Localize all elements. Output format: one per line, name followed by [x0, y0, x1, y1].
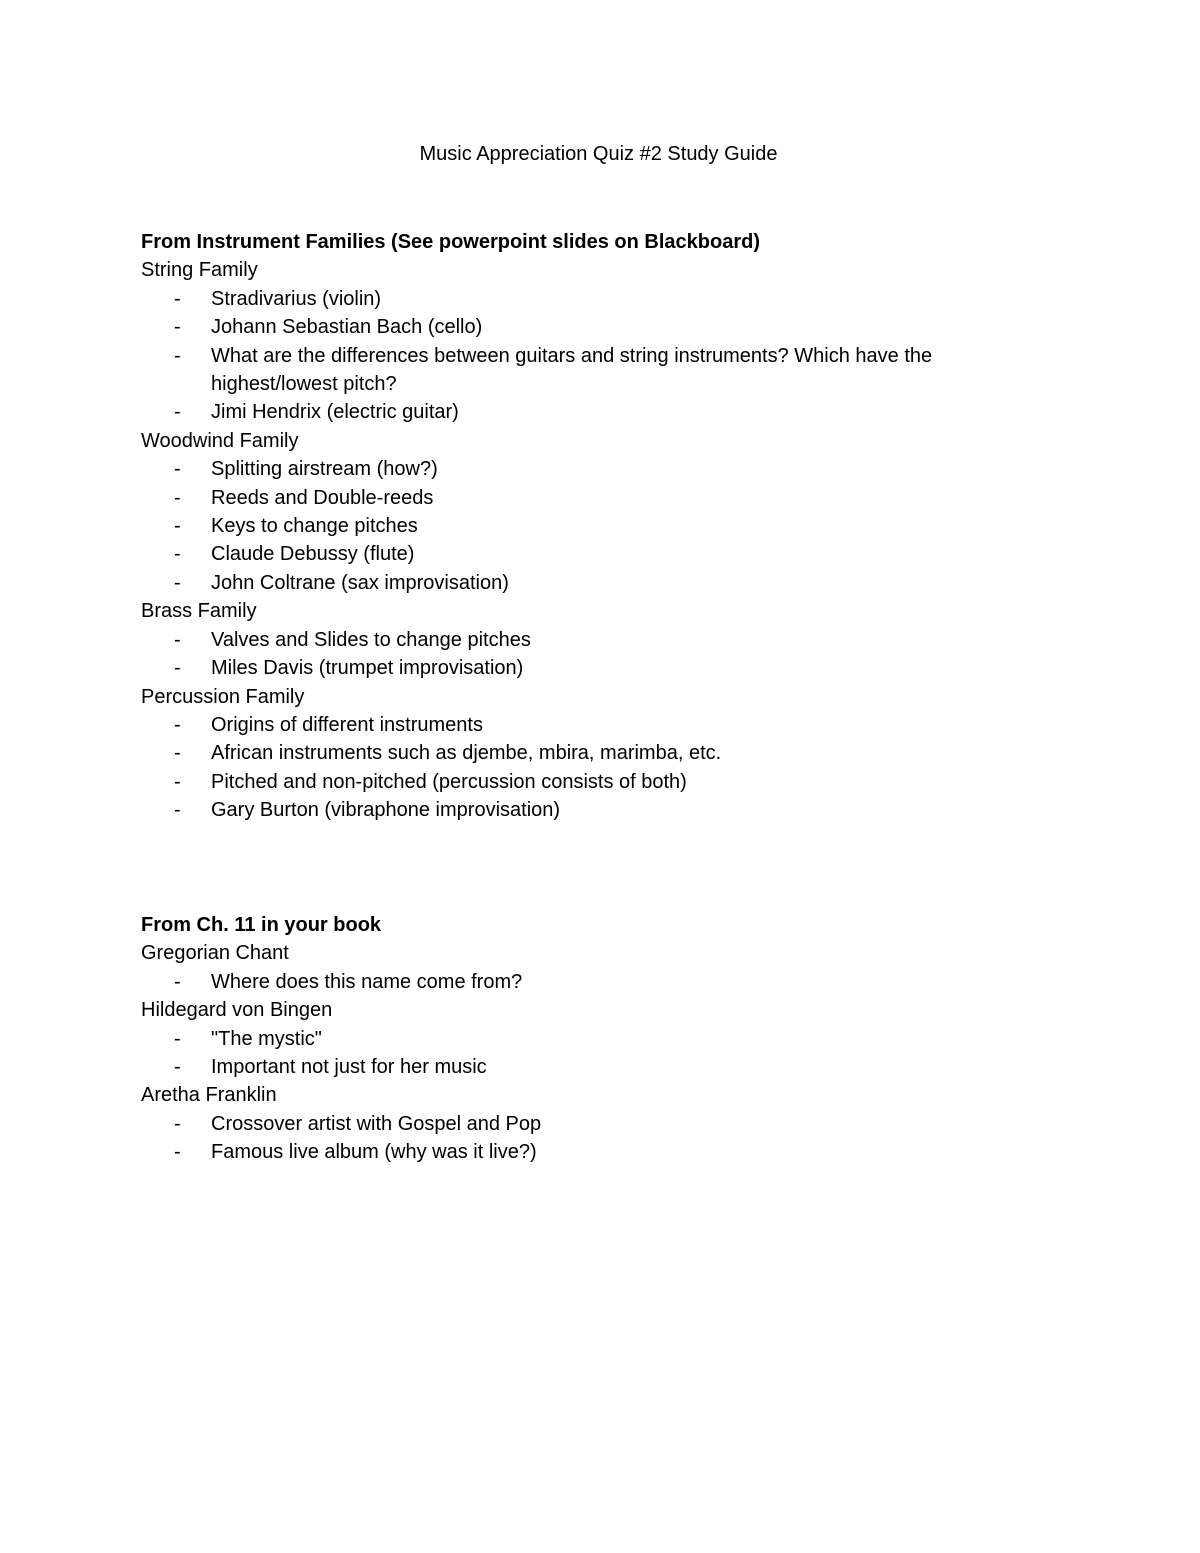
list-item-text: African instruments such as djembe, mbira, marimba, etc.	[211, 742, 722, 765]
list-item	[141, 285, 1001, 313]
bullet-list	[141, 711, 1041, 825]
bullet-marker: -	[174, 1141, 181, 1164]
list-item	[141, 1025, 1001, 1053]
list-item	[141, 313, 1001, 341]
group-title-aretha-franklin: Aretha Franklin	[141, 1084, 277, 1107]
list-item	[141, 398, 1001, 426]
bullet-list	[141, 626, 1041, 683]
bullet-list	[141, 1025, 1041, 1082]
section-chapter-11	[141, 911, 1041, 1167]
list-item-text: What are the differences between guitars and string instruments? Which have the highest/lowest pitch?	[211, 344, 933, 396]
list-item-text: "The mystic"	[211, 1027, 322, 1050]
section-heading: From Ch. 11 in your book	[141, 914, 382, 936]
document-title: Music Appreciation Quiz #2 Study Guide	[419, 143, 778, 165]
list-item-text: Important not just for her music	[211, 1056, 487, 1079]
list-item	[141, 768, 1001, 796]
list-item	[141, 342, 1001, 399]
bullet-marker: -	[174, 486, 181, 509]
list-item-text: Splitting airstream (how?)	[211, 458, 438, 481]
group-title-brass-family: Brass Family	[141, 600, 257, 623]
list-item-text: Valves and Slides to change pitches	[211, 628, 531, 651]
bullet-marker: -	[174, 799, 181, 822]
bullet-marker: -	[174, 742, 181, 765]
list-item	[141, 540, 1001, 568]
list-item-text: John Coltrane (sax improvisation)	[211, 571, 509, 594]
bullet-list	[141, 1110, 1041, 1167]
list-item	[141, 455, 1001, 483]
list-item	[141, 569, 1001, 597]
group-title-percussion-family: Percussion Family	[141, 685, 305, 708]
bullet-marker: -	[174, 657, 181, 680]
bullet-marker: -	[174, 543, 181, 566]
section-instrument-families	[141, 228, 1041, 825]
group-title-woodwind-family: Woodwind Family	[141, 429, 299, 452]
list-item	[141, 626, 1001, 654]
list-item	[141, 484, 1001, 512]
bullet-marker: -	[174, 770, 181, 793]
bullet-marker: -	[174, 316, 181, 339]
bullet-list	[141, 285, 1041, 427]
list-item-text: Where does this name come from?	[211, 970, 523, 993]
bullet-marker: -	[174, 1112, 181, 1135]
list-item	[141, 1110, 1001, 1138]
list-item-text: Origins of different instruments	[211, 713, 483, 736]
list-item-text: Claude Debussy (flute)	[211, 543, 415, 566]
bullet-marker: -	[174, 401, 181, 424]
bullet-marker: -	[174, 344, 181, 367]
bullet-marker: -	[174, 515, 181, 538]
list-item-text: Famous live album (why was it live?)	[211, 1141, 537, 1164]
bullet-marker: -	[174, 628, 181, 651]
list-item-text: Stradivarius (violin)	[211, 287, 382, 310]
list-item-text: Crossover artist with Gospel and Pop	[211, 1112, 542, 1135]
bullet-marker: -	[174, 713, 181, 736]
list-item-text: Johann Sebastian Bach (cello)	[211, 316, 483, 339]
list-item	[141, 968, 1001, 996]
list-item-text: Keys to change pitches	[211, 515, 418, 538]
list-item-text: Miles Davis (trumpet improvisation)	[211, 657, 524, 680]
list-item-text: Pitched and non-pitched (percussion consists of both)	[211, 770, 687, 793]
list-item-text: Gary Burton (vibraphone improvisation)	[211, 799, 561, 822]
group-title-gregorian-chant: Gregorian Chant	[141, 942, 289, 965]
bullet-marker: -	[174, 1056, 181, 1079]
bullet-marker: -	[174, 458, 181, 481]
list-item	[141, 1138, 1001, 1166]
list-item-text: Reeds and Double-reeds	[211, 486, 434, 509]
group-title-hildegard-von-bingen: Hildegard von Bingen	[141, 999, 333, 1022]
list-item	[141, 739, 1001, 767]
list-item	[141, 654, 1001, 682]
bullet-marker: -	[174, 970, 181, 993]
bullet-list	[141, 455, 1041, 597]
bullet-marker: -	[174, 571, 181, 594]
bullet-list	[141, 968, 1041, 996]
list-item	[141, 796, 1001, 824]
list-item-text: Jimi Hendrix (electric guitar)	[211, 401, 459, 424]
section-heading: From Instrument Families (See powerpoint slides on Blackboard)	[141, 231, 761, 253]
list-item	[141, 512, 1001, 540]
bullet-marker: -	[174, 1027, 181, 1050]
list-item	[141, 711, 1001, 739]
group-title-string-family: String Family	[141, 259, 258, 282]
bullet-marker: -	[174, 287, 181, 310]
list-item	[141, 1053, 1001, 1081]
